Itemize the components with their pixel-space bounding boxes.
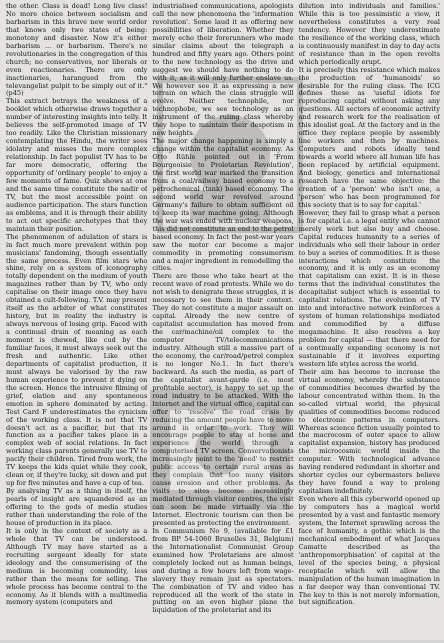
- paragraph: the other. Class is dead! Long live class! No more choice between socialism and barbarism in this brave new world order that knows only two states of being: monotony and disaster. Now it's either barbarism ... or barbarism. There's no revolutionaries in the congregation of this church; no conservatives, nor liberals or even reactionaries. There are only inactionaries, harangued from the televangelist pulpit to be simply out of it." (p45): [6, 3, 148, 98]
- paragraph: industrialised communications, apologists call the new phenomena the 'information revolution'. Some laud it as offering new possibilities of liberation. Whether they merely echo their forerunners who made similar claims about the telegraph a hundred and fifty years ago. Others point to the new technology as the drive and suggest we should have nothing to do with it, as it will only further enslave us. We however see it as expressing a new terrain on which the class struggle will evolve. Neither technophile, nor technophobe, we see technology as an instrument of the ruling class whereby they hope to maintain their despotism in new heights.: [152, 3, 294, 138]
- text-columns: [6, 3, 440, 643]
- paragraph: Their aim has become to increase the virtual economy, whereby the substance of commodities becomes dwarfed by the labour concentrated within them. In the so-called virtual world, the physical qualities of commodities become reduced to electronic patterns in computers. Whereas science fiction usually pointed to the macrocosm of outer space to allow capitalist expansion, history has produced the microcosmic world inside the computer. With technological advance having rendered redundant in shorter and shorter cycles our cybermasters believe they have found a way to prolong capitalism indefinitely.: [298, 367, 440, 496]
- paragraph: Even where all this cyberworld opened up by computers has a magical world presented by a vast and fantastic memory system, the Internet sprawling across the face of humanity, a gothic which is the mechanical embodiment of what Jacques Camatte described as the 'anthropomorphisation' of capital at the level of the species being, a physical receptacle which will allow the manipulation of the human imagination in a far deeper way than conventional TV. The key to this is not merely information, but signification.: [298, 495, 440, 607]
- paragraph: This extract betrays the weakness of a booklet which otherwise draws together a number of interesting insights into telly. It believes the self-promoted image of TV too readily. Like the Christian missionary contemplating the Hindu, the writer sees idolatry and misses the more complex relationship. In fact populist TV has to be far more democratic, offering the opportunity of 'ordinary people' to enjoy a few moments of fame. Quiz shows at one and the same time constitute the nadir of TV, but the most accessible point on audience participation. The stars function as emblems, and it is through their ability to act out specific archetypes that they maintain their position.: [6, 97, 148, 233]
- paragraph: The phenomenon of adulation of stars is in fact much more prevalent within pop musicians' fandoming, though essentially the same process. Even film stars who shine, rely on a system of iconography totally dependent on the medium of youth magazines rather than by TV, who only capitalise on their image once they have obtained a cult-following. T.V. may present itself as the arbiter of what constitutes history, but in reality the industry is always nervous of losing grip. Faced with a continual drain of meaning as each moment is chewed, like cud by the familiar faces, it must always seek out the fresh and authentic. Like other departments of capitalist production, it must always be valorised by the raw human experience to prevent it dying on the screen. Hence the intrusive filming of grief, elation and any spontaneous emotion in sphere dominated by acting. Test Card F underestimates the cynicism of the working class. It is not that TV doesn't act as a pacifier, but that its function as a pacifier takes place in a complex web of social relations. In fact working class parents generally use TV to pacify their children. Tired from work, the TV keeps the kids quiet while they cook, clean or, if they're lucky, sit down and put up for five minutes and have a cup of tea.: [6, 232, 148, 488]
- paragraph: The major change happening is simply a change within the capitalist economy. As Otto Rühle pointed out in 'From Bourgeoisie to Proletarian Revolution', the first world war marked the transition from a coal/railway based economy to a petrochemical (tank) based economy. The second world war revolved around Germany's failure to obtain sufficient oil to keep its war machine going. Although the war was ended with nuclear weapons, this did not constitute an end to the petrol based economy. In fact the post-war years saw the motor car become a major commodity in promoting consumerism and a major ingredient in remodelling the cities.: [152, 137, 294, 273]
- paragraph: It is precisely this resistance which makes the production of 'humanoids' so desirable for the ruling class. The ICG defines these as 'useful idiots for reproducing capital without asking any questions. All sectors of economic activity and research work for the realisation of this idealist goal. At the factory and in the office they replace people by assembly line workers and then by machines. Computers and robots ideally tend towards a world where all human life has been replaced by artificial equipment. And biology, genetics and international research have the same objective: the creation of a 'person' who isn't one, a 'person' who has been programmed for this society that is to say for capital.': [298, 65, 440, 209]
- column-2: [152, 3, 293, 643]
- column-3: [299, 3, 440, 643]
- paragraph: By analysing TV as a thing in itself, the pearls of insight are squandered as an offering to the gods of media studies rather than understanding the role of the house of production in its place.: [6, 487, 148, 527]
- column-1: [6, 3, 147, 643]
- paragraph: It is only in the context of society as a whole that TV can be understood. Although TV may have started as a recruiting sergeant ideally for state ideology and the consumerising of the medium is becoming commodity, less rather than the means for selling. The whole process has become central to the economy. As it blends with a multimedia memory system (computers and: [6, 526, 148, 607]
- paragraph: dilution into individuals and families.' While this is too pessimistic a view, it nevertheless constitutes a very real tendency. However they underestimate the resilience of the working class, which is continuously manifest in day to day acts of resistance than in the open revolts which periodically erupt.: [298, 3, 440, 66]
- paragraph: In Communism No 9, (available for £1 from BP 54-1060 Bruxelles 31, Belgium) the Internationalist Communist Group examined how 'Proletarians are almost completely locked out as human beings, and during a few hours left from wage-slavery they remain just as spectators. The combination of TV and video has reproduced all the work of the state in putting on an even higher plane the liquidation of the proletariat and its: [152, 526, 294, 615]
- paragraph: However, they fail to grasp what a person is for capital i.e. a legal entity who cannot merely work but also buy and choose. Capital reduces humanity to a series of individuals who sell their labour in order to buy a series of commodities. It is these interactions which constitute the economy, and it is only as an economy that capitalism can exist. It is in these terms that the individual constitutes the decapitalist subject which is essential to capitalist relations. The evolution of TV into and interactive network reinforces a system of human relationships mediated and commodified by a diffuse megamachine. It also resolves a key problem for capital — that there need for a continually expanding economy is not sustainable if it involves exporting western life styles across the world.: [298, 208, 440, 368]
- paragraph: There are those who take heart at the recent wave of road protests. While we do not wish to denigrate these struggles, it is necessary to see them in their context. They do not constitute a major assault on capital. Already the new centre of capitalist accumulation has moved from the car/machine/oil complex to the computer TV/telecommunications industry. Although still a massive part of the economy, the car/road/petrol complex is no longer No.1. In fact there's backward. As such the media, as part of the capitalist avant-garde (i.e. most profitable sector), is happy to set up the road industry to be attacked. With the Internet and the virtual office, capital can offer to 'resolve' the road crisis by reducing the amount people have to move around in order to work. They will encourage people to stay at home and experience the world through a computerised TV screen. Conservationists increasingly point to the 'need' to restrict public access to certain rural areas as they complain that too many visitors cause erosion and other problems. As visits to sites become increasingly mediated through visitor centres, the visit can soon be made virtually via the Internet. Electronic tourism can then be presented as protecting the environment.: [152, 272, 294, 527]
